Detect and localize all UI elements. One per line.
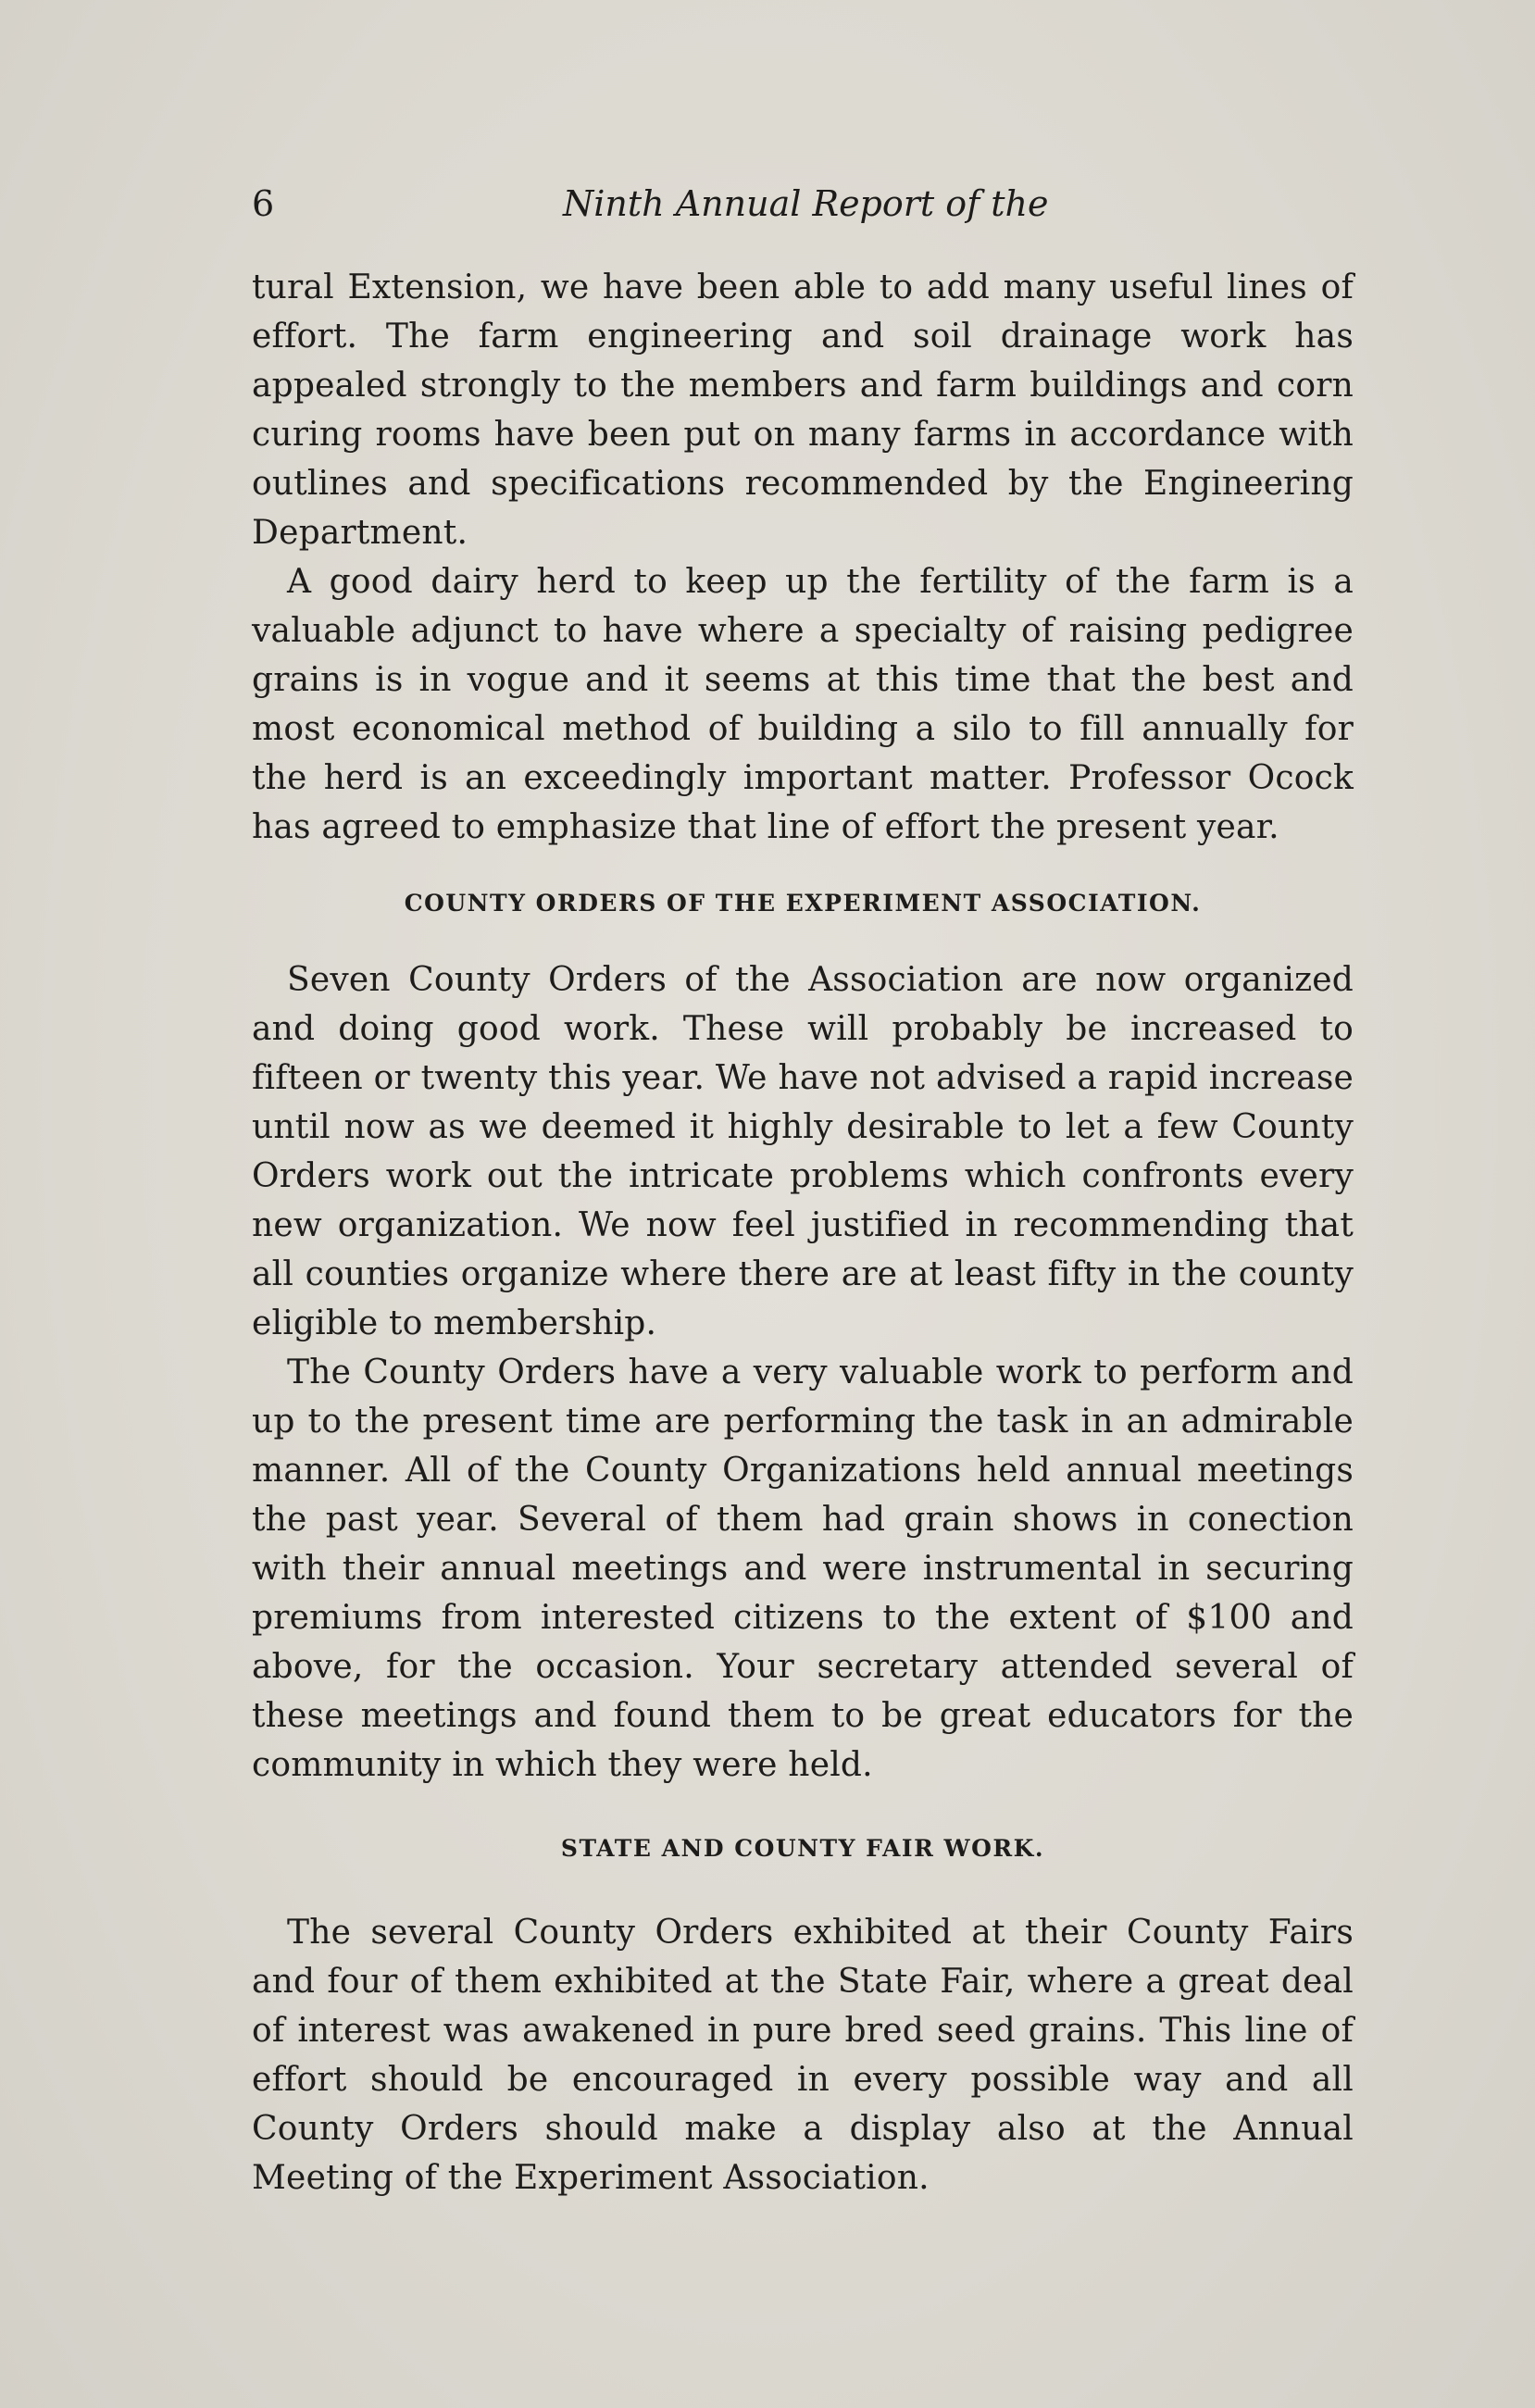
paragraph-continuation: tural Extension, we have been able to add many useful lines of effort. The farm engineering and soil drainage work has appealed strongly to the members and farm buildings and corn curing rooms have been put on many farms in accordance with outlines and specifications recommended by the Engineering Department.: [252, 268, 1354, 552]
running-title: Ninth Annual Report of the: [563, 183, 1049, 224]
paragraph-county-orders-work: The County Orders have a very valuable work to perform and up to the present time are performing the task in an admirable manner. All of the County Organizations held annual meetings the past year. Several of them had grain shows in conection with their annual meetings and were instrumental in securing premiums from interested citizens to the extent of $100 and above, for the occasion. Your secretary attended several of these meetings and found them to be great educators for the community in which they were held.: [252, 1354, 1354, 1784]
section-heading-county-orders: COUNTY ORDERS OF THE EXPERIMENT ASSOCIATION.: [404, 890, 1202, 917]
page-number: 6: [252, 183, 275, 224]
body-text: [252, 263, 1354, 2202]
page-header: [252, 178, 1354, 230]
paragraph-seven-county-orders: Seven County Orders of the Association are now organized and doing good work. These will probably be increased to fifteen or twenty this year. We have not advised a rapid increase until now as we deemed it highly desirable to let a few County Orders work out the intricate problems which confronts every new organization. We now feel justified in recommending that all counties organize where there are at least fifty in the county eligible to membership.: [252, 961, 1354, 1342]
section-heading-fair-work: STATE AND COUNTY FAIR WORK.: [560, 1835, 1045, 1862]
paragraph-dairy-herd: A good dairy herd to keep up the fertility of the farm is a valuable adjunct to have where a specialty of raising pedigree grains is in vogue and it seems at this time that the best and most economical method of building a silo to fill annually for the herd is an exceedingly important matter. Professor Ocock has agreed to emphasize that line of effort the present year.: [252, 563, 1354, 846]
paragraph-fair-exhibits: The several County Orders exhibited at their County Fairs and four of them exhibited at the State Fair, where a great deal of interest was awakened in pure bred seed grains. This line of effort should be encouraged in every possible way and all County Orders should make a display also at the Annual Meeting of the Experiment Association.: [252, 1914, 1354, 2197]
